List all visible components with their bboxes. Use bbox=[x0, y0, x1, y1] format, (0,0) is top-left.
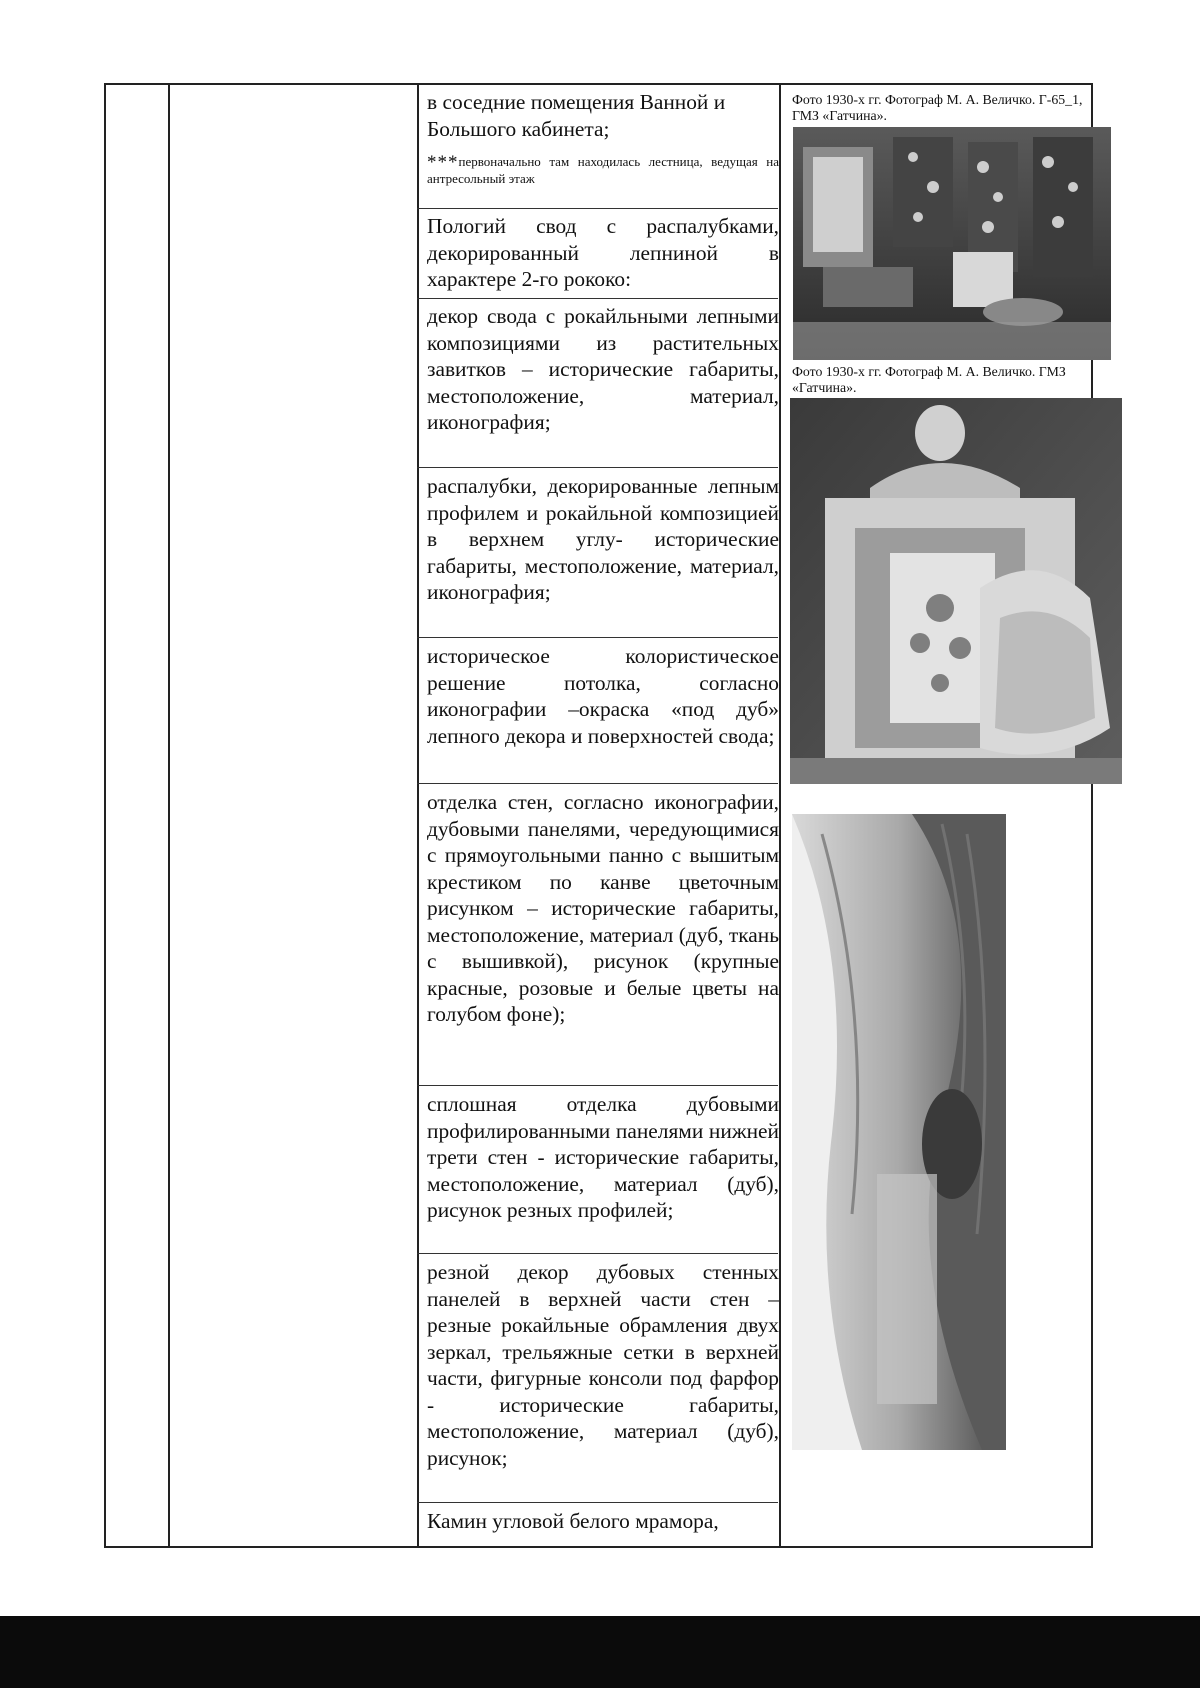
row-divider bbox=[417, 208, 778, 209]
footnote-marker: *** bbox=[427, 152, 459, 173]
row-divider bbox=[417, 783, 778, 784]
paragraph: сплошная отделка дубовыми профилированными панелями нижней трети стен - исторические габариты, местоположение, материал (дуб), рисунок резных профилей; bbox=[427, 1092, 779, 1222]
paragraph: историческое колористическое решение потолка, согласно иконографии –окраска «под дуб» лепного декора и поверхностей свода; bbox=[427, 644, 779, 748]
row-divider bbox=[417, 1253, 778, 1254]
row-divider bbox=[417, 1502, 778, 1503]
photo-caption: Фото 1930-х гг. Фотограф М. А. Величко. ГМЗ «Гатчина». bbox=[792, 364, 1066, 395]
paragraph: резной декор дубовых стенных панелей в верхней части стен – резные рокайльные обрамления двух зеркал, трельяжные сетки в верхней части, фигурные консоли под фарфор - исторические габариты, местоположение, материал (дуб), рисунок; bbox=[427, 1260, 779, 1470]
paragraph: в соседние помещения Ванной и Большого кабинета; bbox=[427, 90, 726, 141]
row-divider bbox=[417, 467, 778, 468]
row-divider bbox=[417, 1085, 778, 1086]
column-divider bbox=[417, 85, 419, 1546]
scan-border bbox=[0, 1616, 1200, 1688]
column-divider bbox=[779, 85, 781, 1546]
row-divider bbox=[417, 298, 778, 299]
row-divider bbox=[417, 637, 778, 638]
column-divider bbox=[168, 85, 170, 1546]
paragraph: распалубки, декорированные лепным профилем и рокайльной композицией в верхнем углу- исторические габариты, местоположение, материал, иконография; bbox=[427, 474, 779, 604]
paragraph: декор свода с рокайльными лепными композициями из растительных завитков – исторические габариты, местоположение, материал, иконография; bbox=[427, 304, 779, 434]
paragraph: отделка стен, согласно иконографии, дубовыми панелями, чередующимися с прямоугольными панно с вышитым крестиком по канве цветочным рисунком – исторические габариты, местоположение, материал (дуб, ткань с вышивкой), рисунок (крупные красные, розовые и белые цветы на голубом фоне); bbox=[427, 790, 779, 1026]
paragraph: Камин угловой белого мрамора, bbox=[427, 1509, 719, 1533]
paragraph: Пологий свод с распалубками, декорированный лепниной в характере 2-го рококо: bbox=[427, 214, 779, 291]
footnote-text: первоначально там находилась лестница, ведущая на антресольный этаж bbox=[427, 154, 779, 186]
photo-caption: Фото 1930-х гг. Фотограф М. А. Величко. Г-65_1, ГМЗ «Гатчина». bbox=[792, 92, 1083, 123]
footnote bbox=[427, 154, 779, 187]
draped-curtain-photo bbox=[792, 814, 1006, 1450]
marble-fireplace-photo bbox=[790, 398, 1122, 784]
cabinet-interior-photo bbox=[793, 127, 1111, 360]
